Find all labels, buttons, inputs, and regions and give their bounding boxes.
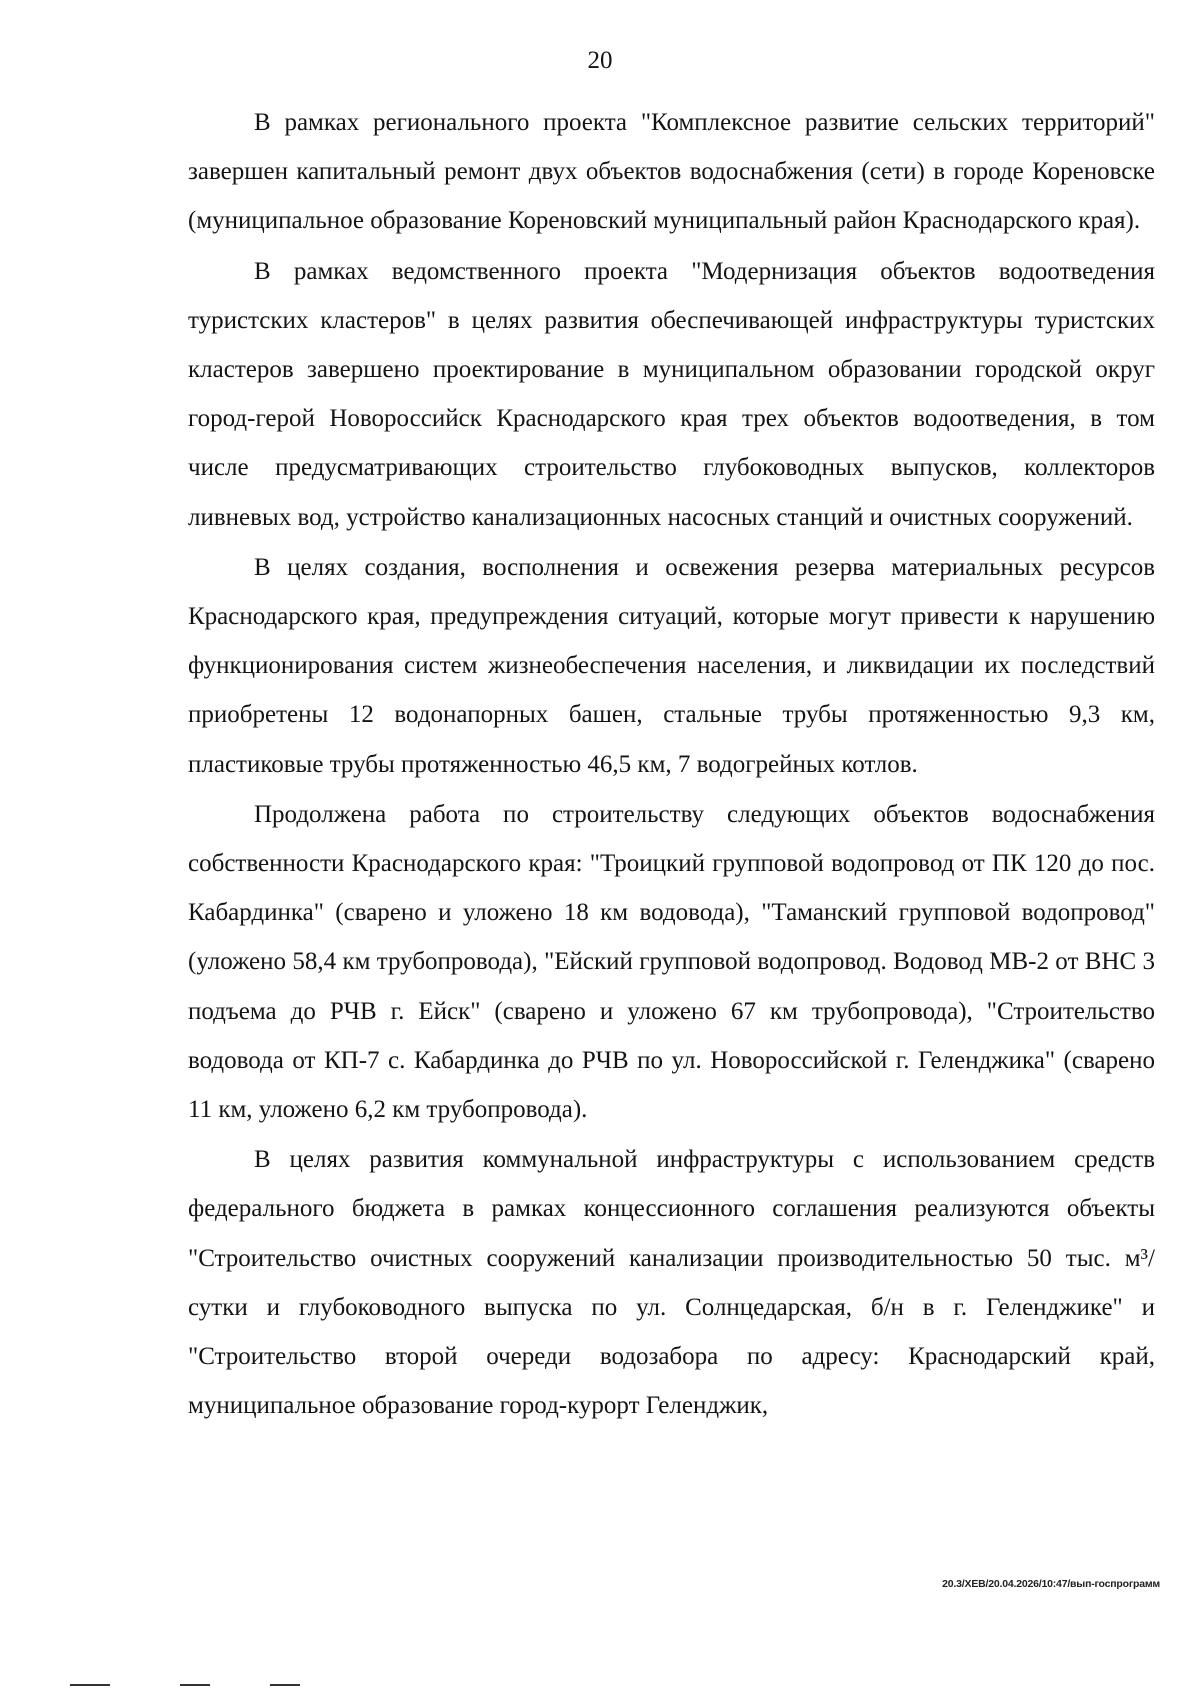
paragraph-wastewater-clusters: В рамках ведомственного проекта "Модернизация объектов водоотведения туристских кластеров" в целях развития обеспечивающей инфраструктуры туристских кластеров завершено проектирование в муниципальном образовании городской округ город-герой Новороссийск Краснодарского края трех объектов водоотведения, в том числе предусматривающих строительство глубоководных выпусков, коллекторов ливневых вод, устройство канализационных насосных станций и очистных сооружений. (188, 257, 1155, 531)
scan-mark (270, 1684, 300, 1686)
paragraph-water-supply-construction: Продолжена работа по строительству следующих объектов водоснабжения собственности Краснодарского края: "Троицкий групповой водопровод от ПК 120 до пос. Кабардинка" (сварено и уложено 18 км водовода), "Таманский групповой водопровод" (уложено 58,4 км трубопровода), "Ейский групповой водопровод. Водовод МВ-2 от ВНС 3 подъема до РЧВ г. Ейск" (сварено и уложено 67 км трубопровода), "Строительство водовода от КП-7 с. Кабардинка до РЧВ по ул. Новороссийской г. Геленджика" (сварено 11 км, уложено 6,2 км трубопровода). (188, 800, 1155, 1124)
paragraph-communal-infrastructure: В целях развития коммунальной инфраструктуры с использованием средств федерального бюджета в рамках концессионного соглашения реализуются объекты "Строительство очистных сооружений канализации производительностью 50 тыс. м³/сутки и глубоководного выпуска по ул. Солнцедарская, б/н в г. Геленджике" и "Строительство второй очереди водозабора по адресу: Краснодарский край, муниципальное образование город-курорт Геленджик, (188, 1146, 1155, 1420)
scan-edge-marks (0, 1676, 1200, 1697)
document-footer-code: 20.3/ХЕВ/20.04.2026/10:47/вып-госпрограмм (942, 1578, 1160, 1590)
scan-mark (180, 1684, 210, 1686)
paragraph-rural-territories: В рамках регионального проекта "Комплексное развитие сельских территорий" завершен капитальный ремонт двух объектов водоснабжения (сети) в городе Кореновске (муниципальное образование Кореновский муниципальный район Краснодарского края). (188, 109, 1155, 235)
page-number: 20 (587, 47, 613, 74)
scan-mark (70, 1684, 110, 1686)
paragraph-material-reserve: В целях создания, восполнения и освежения резерва материальных ресурсов Краснодарского края, предупреждения ситуаций, которые могут привести к нарушению функционирования систем жизнеобеспечения населения, и ликвидации их последствий приобретены 12 водонапорных башен, стальные трубы протяженностью 9,3 км, пластиковые трубы протяженностью 46,5 км, 7 водогрейных котлов. (188, 553, 1155, 778)
body-text (188, 98, 1155, 1430)
